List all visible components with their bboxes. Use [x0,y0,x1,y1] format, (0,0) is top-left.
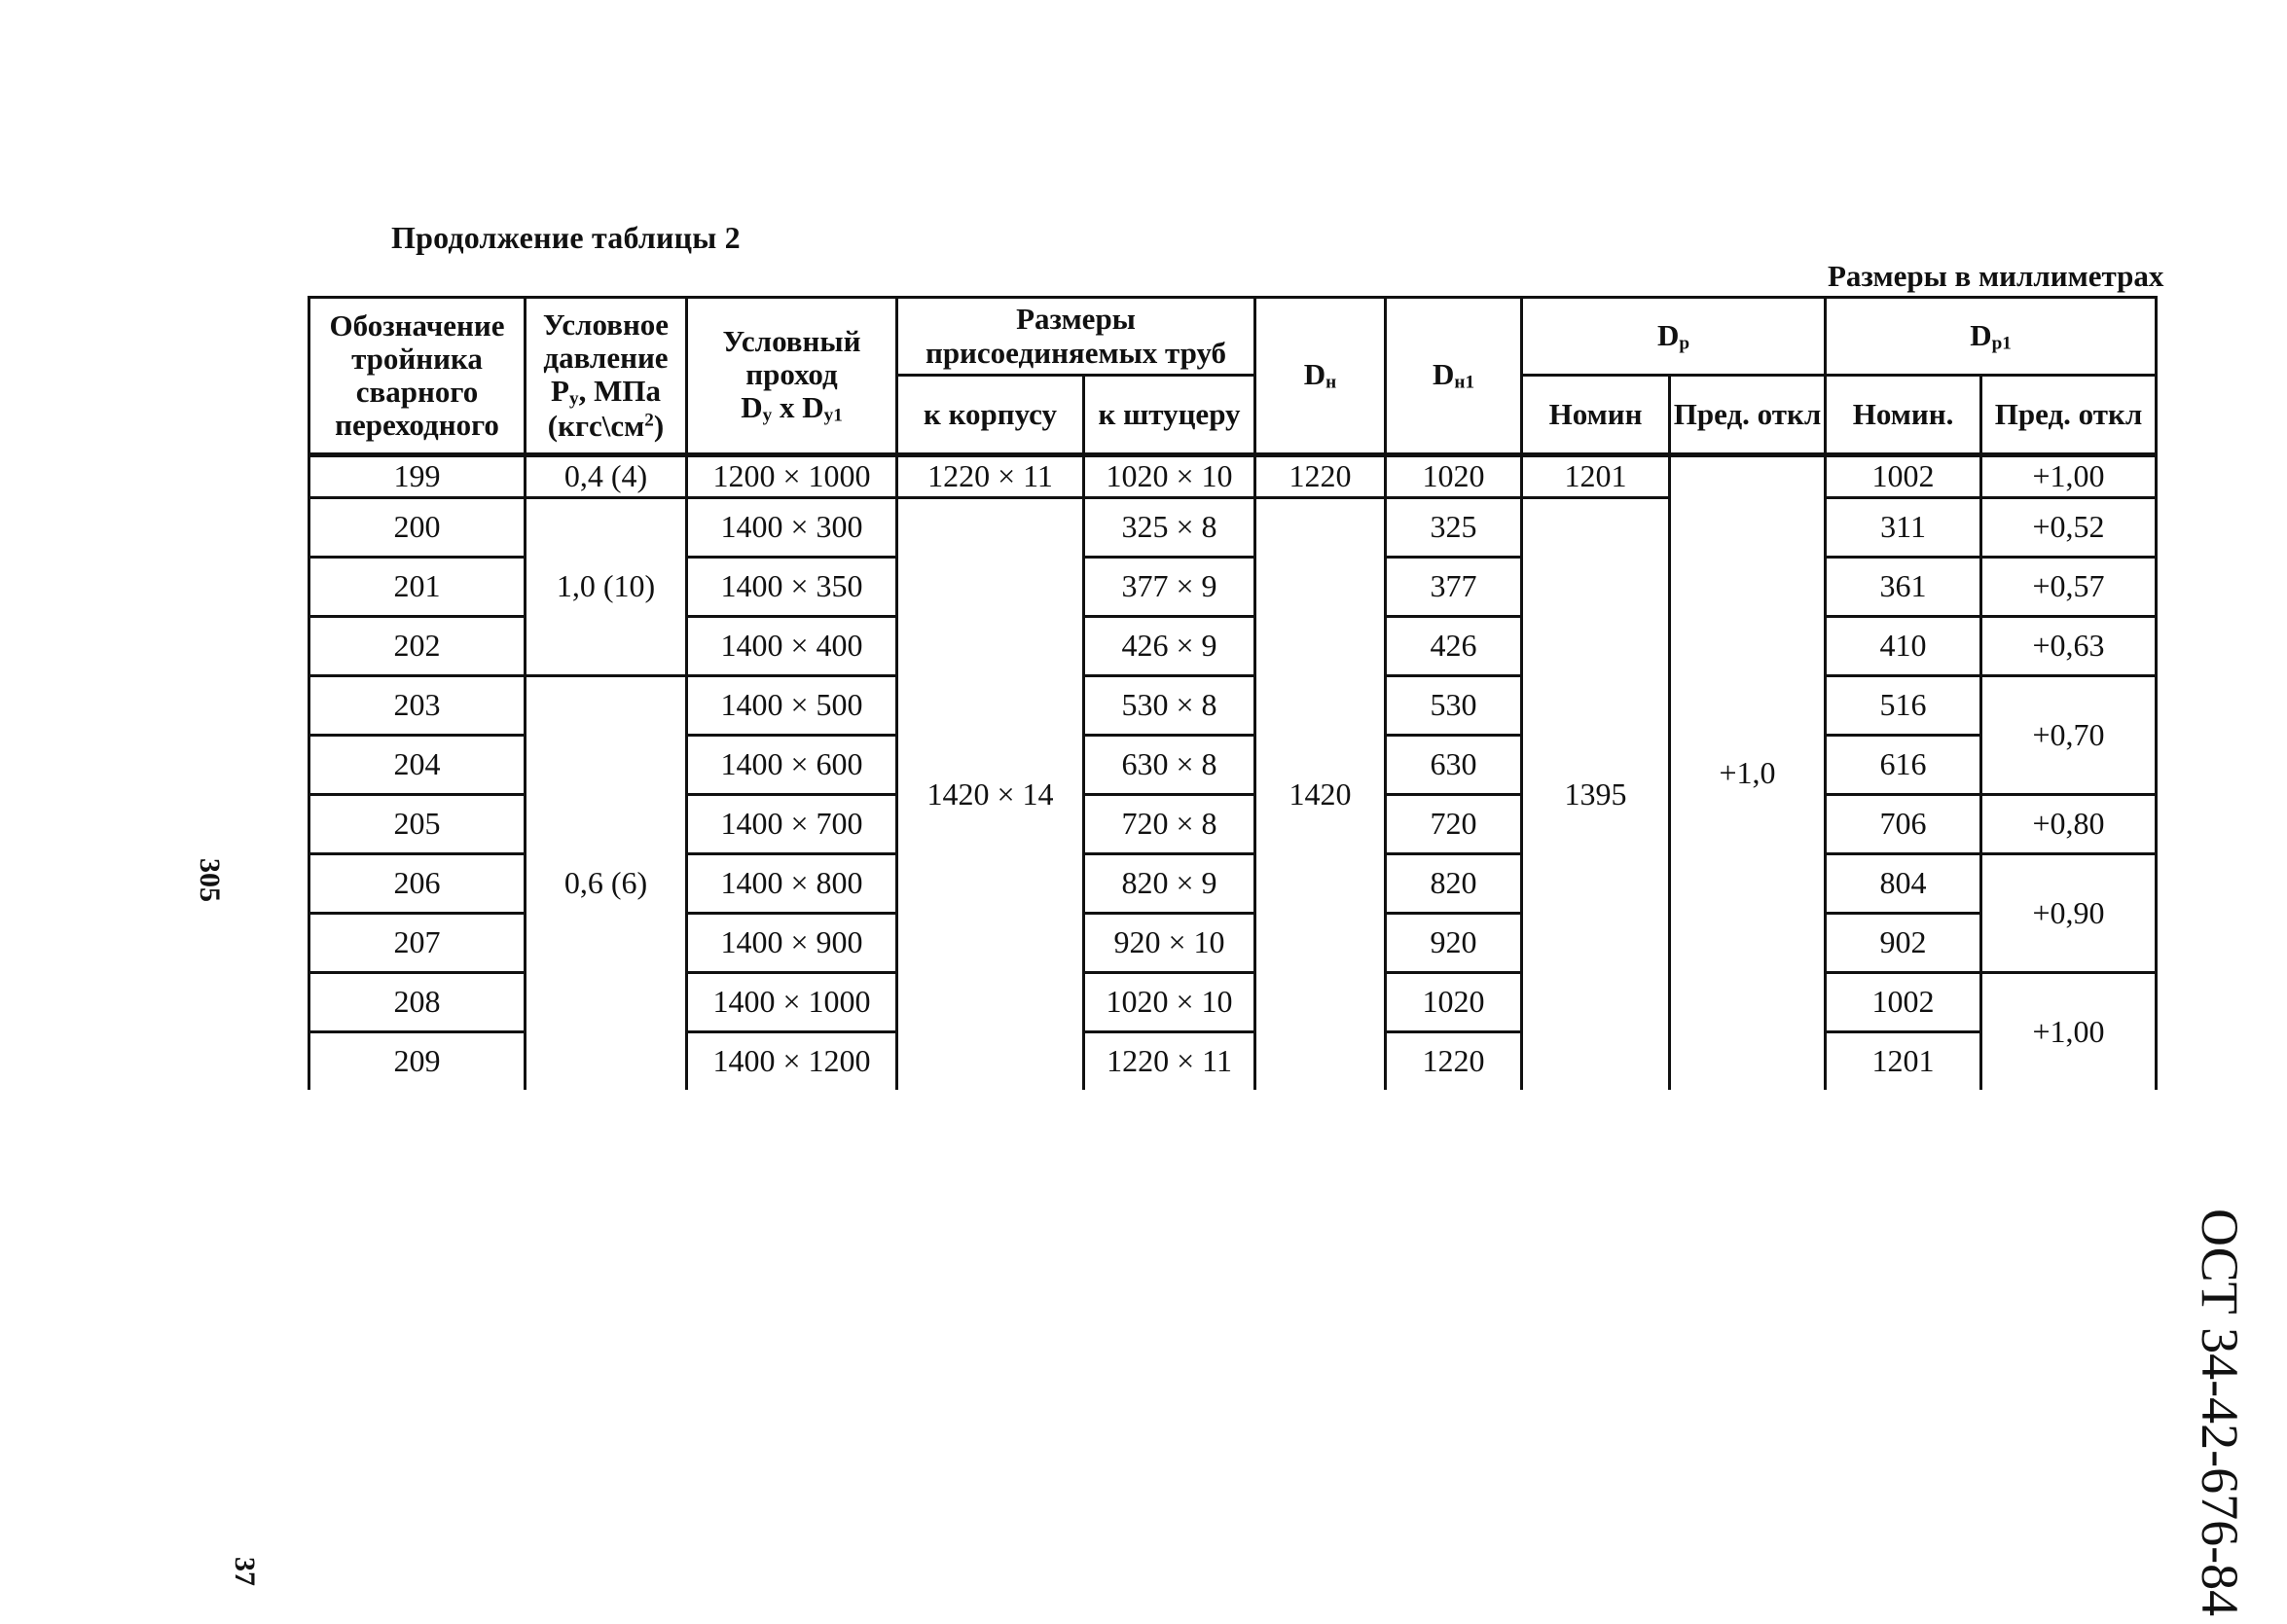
table-row [309,676,2157,736]
table-row [309,455,2157,498]
cell-body: 1220 × 11 [897,455,1084,498]
header-to-branch: к штуцеру [1084,376,1255,455]
cell-pass: 1200 × 1000 [687,455,897,498]
cell-pressure: 0,6 (6) [526,676,687,1091]
cell-dp1-nominal: 616 [1826,736,1981,795]
cell-pass: 1400 × 350 [687,558,897,617]
cell-dp1-nominal: 706 [1826,795,1981,854]
cell-branch: 530 × 8 [1084,676,1255,736]
header-dp1-nominal: Номин. [1826,376,1981,455]
cell-dp1-tolerance: +1,00 [1981,455,2157,498]
cell-pass: 1400 × 700 [687,795,897,854]
cell-dp-tolerance: +1,0 [1670,455,1826,1091]
cell-dp1-nominal: 1002 [1826,455,1981,498]
header-dp: Dр [1522,298,1826,376]
cell-dp1-nominal: 311 [1826,498,1981,558]
cell-pass: 1400 × 1000 [687,973,897,1032]
cell-dp1-nominal: 410 [1826,617,1981,676]
cell-dp1-tolerance: +0,70 [1981,676,2157,795]
cell-pass: 1400 × 400 [687,617,897,676]
cell-dp1-tolerance: +1,00 [1981,973,2157,1091]
cell-dp1-nominal: 902 [1826,914,1981,973]
cell-branch: 426 × 9 [1084,617,1255,676]
cell-dn: 1220 [1255,455,1386,498]
cell-branch: 720 × 8 [1084,795,1255,854]
cell-id: 199 [309,455,526,498]
cell-dp1-nominal: 516 [1826,676,1981,736]
cell-pressure: 1,0 (10) [526,498,687,676]
cell-branch: 820 × 9 [1084,854,1255,914]
cell-dp-nominal: 1395 [1522,498,1670,1091]
header-pipe-sizes: Размеры присоединяемых труб [897,298,1255,376]
cell-pass: 1400 × 800 [687,854,897,914]
cell-dp1-tolerance: +0,57 [1981,558,2157,617]
cell-dn1: 325 [1386,498,1522,558]
cell-dn1: 820 [1386,854,1522,914]
cell-id: 200 [309,498,526,558]
cell-body: 1420 × 14 [897,498,1084,1091]
cell-dp-nominal: 1201 [1522,455,1670,498]
cell-dn1: 530 [1386,676,1522,736]
cell-id: 206 [309,854,526,914]
header-pressure: Условное давление Py, МПа $(кгс\backslash см^2)$ [526,298,687,455]
cell-dp1-nominal: 1002 [1826,973,1981,1032]
header-nominal-pass: Условный проход Dy x Dy1 [687,298,897,455]
cell-dn: 1420 [1255,498,1386,1091]
header-dp-tolerance: Пред. откл [1670,376,1826,455]
cell-branch: 1020 × 10 [1084,973,1255,1032]
cell-id: 204 [309,736,526,795]
cell-dn1: 720 [1386,795,1522,854]
cell-id: 207 [309,914,526,973]
cell-id: 201 [309,558,526,617]
cell-id: 205 [309,795,526,854]
units-note: Размеры в миллиметрах [1828,259,2164,293]
cell-branch: 630 × 8 [1084,736,1255,795]
cell-id: 209 [309,1032,526,1091]
cell-dp1-tolerance: +0,63 [1981,617,2157,676]
cell-dp1-tolerance: +0,52 [1981,498,2157,558]
cell-id: 202 [309,617,526,676]
cell-dn1: 630 [1386,736,1522,795]
page-number: 37 [229,1557,261,1586]
dimensions-table [308,296,2158,1090]
cell-branch: 1020 × 10 [1084,455,1255,498]
cell-dp1-nominal: 361 [1826,558,1981,617]
cell-dn1: 426 [1386,617,1522,676]
cell-dn1: 1020 [1386,455,1522,498]
header-dp1: Dр1 [1826,298,2157,376]
cell-dn1: 920 [1386,914,1522,973]
cell-pass: 1400 × 900 [687,914,897,973]
cell-pass: 1400 × 300 [687,498,897,558]
cell-dn1: 1220 [1386,1032,1522,1091]
cell-dn1: 1020 [1386,973,1522,1032]
header-dp1-tolerance: Пред. откл [1981,376,2157,455]
cell-branch: 1220 × 11 [1084,1032,1255,1091]
header-dn1: Dн1 [1386,298,1522,455]
cell-pass: 1400 × 1200 [687,1032,897,1091]
cell-branch: 325 × 8 [1084,498,1255,558]
cell-dp1-nominal: 804 [1826,854,1981,914]
header-dn: Dн [1255,298,1386,455]
header-designation: Обозначение тройника сварного переходного [309,298,526,455]
cell-pass: 1400 × 600 [687,736,897,795]
cell-dn1: 377 [1386,558,1522,617]
cell-branch: 377 × 9 [1084,558,1255,617]
cell-pass: 1400 × 500 [687,676,897,736]
cell-dp1-tolerance: +0,80 [1981,795,2157,854]
standard-code: ОСТ 34-42-676-84 [2191,1209,2249,1617]
header-to-body: к корпусу [897,376,1084,455]
cell-id: 203 [309,676,526,736]
cell-branch: 920 × 10 [1084,914,1255,973]
header-dp-nominal: Номин [1522,376,1670,455]
cell-dp1-nominal: 1201 [1826,1032,1981,1091]
side-sheet-number: 305 [194,858,226,902]
cell-dp1-tolerance: +0,90 [1981,854,2157,973]
cell-pressure: 0,4 (4) [526,455,687,498]
cell-id: 208 [309,973,526,1032]
table-caption: Продолжение таблицы 2 [391,220,741,255]
table-row [309,498,2157,558]
